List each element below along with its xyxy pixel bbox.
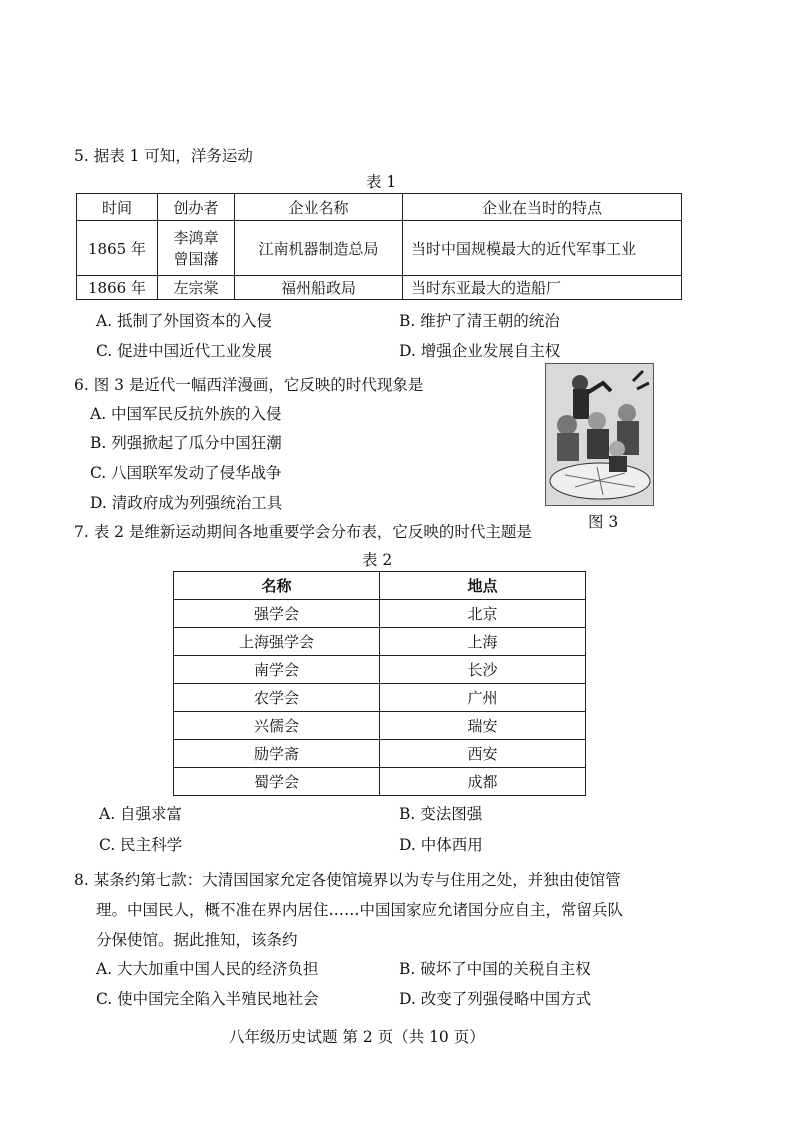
q5-stem: 5. 据表 1 可知，洋务运动 [74, 147, 253, 165]
q6-option-c: C. 八国联军发动了侵华战争 [90, 464, 282, 482]
q8-stem-line1: 8. 某条约第七款：大清国国家允定各使馆境界以为专与住用之处，并独由使馆管 [74, 871, 621, 889]
founder-line: 李鸿章 [173, 229, 219, 247]
q8-option-d: D. 改变了列强侵略中国方式 [399, 990, 592, 1008]
q7-option-c: C. 民主科学 [99, 836, 183, 854]
q7-option-b: B. 变法图强 [399, 805, 483, 823]
table-row [174, 768, 586, 796]
q7-option-a: A. 自强求富 [99, 805, 183, 823]
q6-option-b: B. 列强掀起了瓜分中国狂潮 [90, 434, 282, 452]
cell-society: 兴儒会 [174, 712, 380, 740]
q5-option-c: C. 促进中国近代工业发展 [96, 342, 273, 360]
q8-stem-line3: 分保使馆。据此推知，该条约 [96, 931, 298, 949]
cell-society: 强学会 [174, 600, 380, 628]
table1-header-name: 企业名称 [235, 194, 403, 221]
table1 [76, 193, 682, 300]
q5-option-b: B. 维护了清王朝的统治 [399, 312, 560, 330]
table-row [174, 712, 586, 740]
cell-place: 瑞安 [380, 712, 586, 740]
page-footer: 八年级历史试题 第 2 页（共 10 页） [229, 1028, 485, 1046]
cell-society: 蜀学会 [174, 768, 380, 796]
table-row [174, 628, 586, 656]
cartoon-image [545, 363, 654, 506]
cell-name: 江南机器制造总局 [235, 221, 403, 276]
cell-place: 北京 [380, 600, 586, 628]
cell-feature: 当时中国规模最大的近代军事工业 [403, 221, 682, 276]
cell-society: 农学会 [174, 684, 380, 712]
cell-place: 长沙 [380, 656, 586, 684]
cell-time: 1865 年 [77, 221, 158, 276]
cell-place: 西安 [380, 740, 586, 768]
q8-option-c: C. 使中国完全陷入半殖民地社会 [96, 990, 319, 1008]
table2 [173, 571, 586, 796]
table-row [174, 740, 586, 768]
table1-header-time: 时间 [77, 194, 158, 221]
table2-header-name: 名称 [174, 572, 380, 600]
cell-founder [158, 221, 235, 276]
cell-feature: 当时东亚最大的造船厂 [403, 276, 682, 300]
figure3-label: 图 3 [588, 513, 619, 531]
cell-name: 福州船政局 [235, 276, 403, 300]
cell-society: 上海强学会 [174, 628, 380, 656]
table-header-row [77, 194, 682, 221]
q7-option-d: D. 中体西用 [399, 836, 483, 854]
table-row [77, 221, 682, 276]
table1-caption: 表 1 [366, 173, 397, 191]
cell-place: 广州 [380, 684, 586, 712]
founder-line: 曾国藩 [173, 250, 219, 268]
cell-founder: 左宗棠 [158, 276, 235, 300]
table1-header-founder: 创办者 [158, 194, 235, 221]
q8-option-a: A. 大大加重中国人民的经济负担 [96, 960, 319, 978]
q8-stem-line2: 理。中国民人，概不准在界内居住……中国国家应允诸国分应自主，常留兵队 [96, 901, 624, 919]
cell-place: 上海 [380, 628, 586, 656]
q5-option-a: A. 抵制了外国资本的入侵 [96, 312, 273, 330]
table1-header-feature: 企业在当时的特点 [403, 194, 682, 221]
q8-option-b: B. 破坏了中国的关税自主权 [399, 960, 591, 978]
table-row [174, 684, 586, 712]
q6-option-a: A. 中国军民反抗外族的入侵 [90, 405, 282, 423]
q6-option-d: D. 清政府成为列强统治工具 [90, 494, 283, 512]
table-row [174, 656, 586, 684]
table2-header-place: 地点 [380, 572, 586, 600]
cell-time: 1866 年 [77, 276, 158, 300]
q7-stem: 7. 表 2 是维新运动期间各地重要学会分布表，它反映的时代主题是 [74, 523, 532, 541]
table-row [77, 276, 682, 300]
cell-society: 南学会 [174, 656, 380, 684]
table-row [174, 600, 586, 628]
table2-caption: 表 2 [362, 551, 393, 569]
q6-stem: 6. 图 3 是近代一幅西洋漫画，它反映的时代现象是 [74, 376, 424, 394]
q5-option-d: D. 增强企业发展自主权 [399, 342, 561, 360]
cell-place: 成都 [380, 768, 586, 796]
cell-society: 励学斋 [174, 740, 380, 768]
table-header-row [174, 572, 586, 600]
